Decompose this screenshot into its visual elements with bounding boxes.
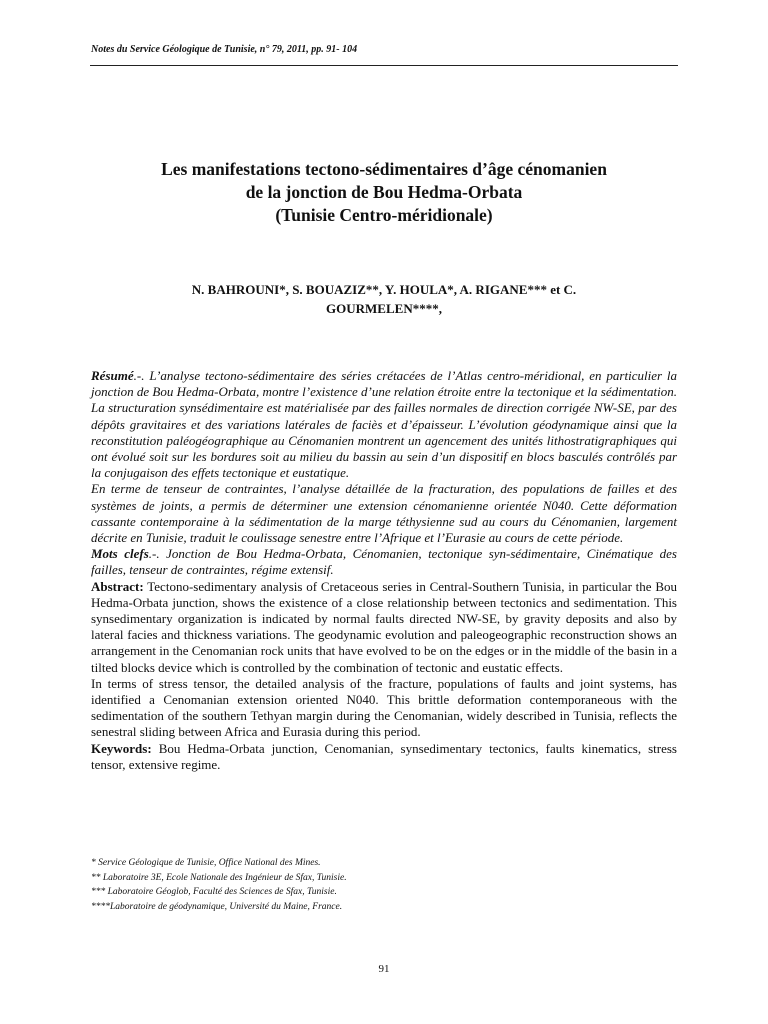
resume-label: Résumé (91, 368, 134, 383)
resume-paragraph (91, 368, 677, 481)
header-rule (90, 65, 678, 66)
resume-separator: .-. (133, 368, 150, 383)
mots-clefs-paragraph (91, 546, 677, 578)
page-number: 91 (378, 963, 390, 975)
abstract-label: Abstract: (91, 578, 144, 594)
title-line-3: (Tunisie Centro-méridionale) (275, 205, 493, 225)
footnote-2: ** Laboratoire 3E, Ecole Nationale des Ingénieur de Sfax, Tunisie. (91, 872, 347, 883)
mots-clefs-separator: .-. (148, 546, 167, 562)
keywords-label: Keywords: (91, 740, 152, 756)
article-title (90, 158, 678, 227)
mots-clefs-text: Jonction de Bou Hedma-Orbata, Cénomanien, tectonique syn-sédimentaire, Cinématique des failles, tenseur de contraintes, régime extensif. (91, 546, 677, 578)
affiliation-footnotes (91, 856, 677, 914)
footnote-1: * Service Géologique de Tunisie, Office National des Mines. (91, 858, 321, 868)
footnote-3: *** Laboratoire Géoglob, Faculté des Sciences de Sfax, Tunisie. (91, 887, 337, 897)
author-list (90, 280, 678, 318)
keywords-text: Bou Hedma-Orbata junction, Cenomanian, synsedimentary tectonics, faults kinematics, stress tensor, extensive regime. (91, 740, 677, 772)
mots-clefs-label: Mots clefs (91, 546, 149, 562)
abstract-paragraph (91, 579, 677, 676)
resume-paragraph-2 (91, 481, 677, 546)
authors-line-1: N. BAHROUNI*, S. BOUAZIZ**, Y. HOULA*, A. RIGANE*** et C. (191, 282, 577, 297)
title-line-1: Les manifestations tectono-sédimentaires d’âge cénomanien (161, 159, 607, 179)
authors-line-2: GOURMELEN****, (326, 301, 442, 316)
abstract-text-1: Tectono-sedimentary analysis of Cretaceous series in Central-Southern Tunisia, in particular the Bou Hedma-Orbata junction, shows the existence of a close relationship between tectonics and sedimentation. This synsedimentary organization is indicated by normal faults directed NW-SE, by gravity deposits and also by lateral facies and thickness variations. The geodynamic evolution and paleogeographic reconstruction shows an arrangement in the Cenomanian rock units that have evolved to be on the edges or in the middle of the basin in a tilted blocks device which is controlled by the combination of tectonic and eustatic effects. (91, 578, 677, 675)
footnote-4: ****Laboratoire de géodynamique, Université du Maine, France. (91, 901, 343, 912)
title-line-2: de la jonction de Bou Hedma-Orbata (245, 182, 523, 202)
keywords-paragraph (91, 741, 677, 773)
abstract-paragraph-2 (91, 676, 677, 741)
abstract-text-2: In terms of stress tensor, the detailed analysis of the fracture, populations of faults and joint systems, has identified a Cenomanian extension oriented N040. This brittle deformation contemporaneous with the sedimentation of the southern Tethyan margin during the Cenomanian, widely described in Tunisia, reflects the senestral sliding between Africa and Eurasia during this period. (91, 675, 677, 740)
resume-text-2: En terme de tenseur de contraintes, l’analyse détaillée de la fracturation, des populations de failles et des systèmes de joints, a permis de déterminer une extension cénomanienne orientée N040. Cette déformation cassante contemporaine à la sédimentation de la marge téthysienne sud au cours du Cénomanien, largement décrite en Tunisie, traduit le coulissage senestre entre l’Afrique et l’Eurasie au cours de cette période. (91, 481, 677, 546)
abstract-block (91, 368, 677, 773)
resume-text-1: L’analyse tectono-sédimentaire des séries crétacées de l’Atlas centro-méridional, en particulier la jonction de Bou Hedma-Orbata, montre l’existence d’une relation étroite entre la tectonique et la sédimentation. La structuration synsédimentaire est matérialisée par des failles normales de direction corrigée NW-SE, par des dépôts gravitaires et des variations latérales de faciès et d’épaisseur. L’évolution géodynamique ainsi que la reconstitution paléogéographique au Cénomanien montrent un agencement des unités lithostratigraphiques qui ont évolué soit sur les bordures soit au milieu du bassin au sein d’un dispositif en blocs basculés contrôlés par la conjugaison des effets tectonique et eustatique. (91, 368, 677, 481)
running-head: Notes du Service Géologique de Tunisie, n° 79, 2011, pp. 91- 104 (91, 44, 358, 55)
